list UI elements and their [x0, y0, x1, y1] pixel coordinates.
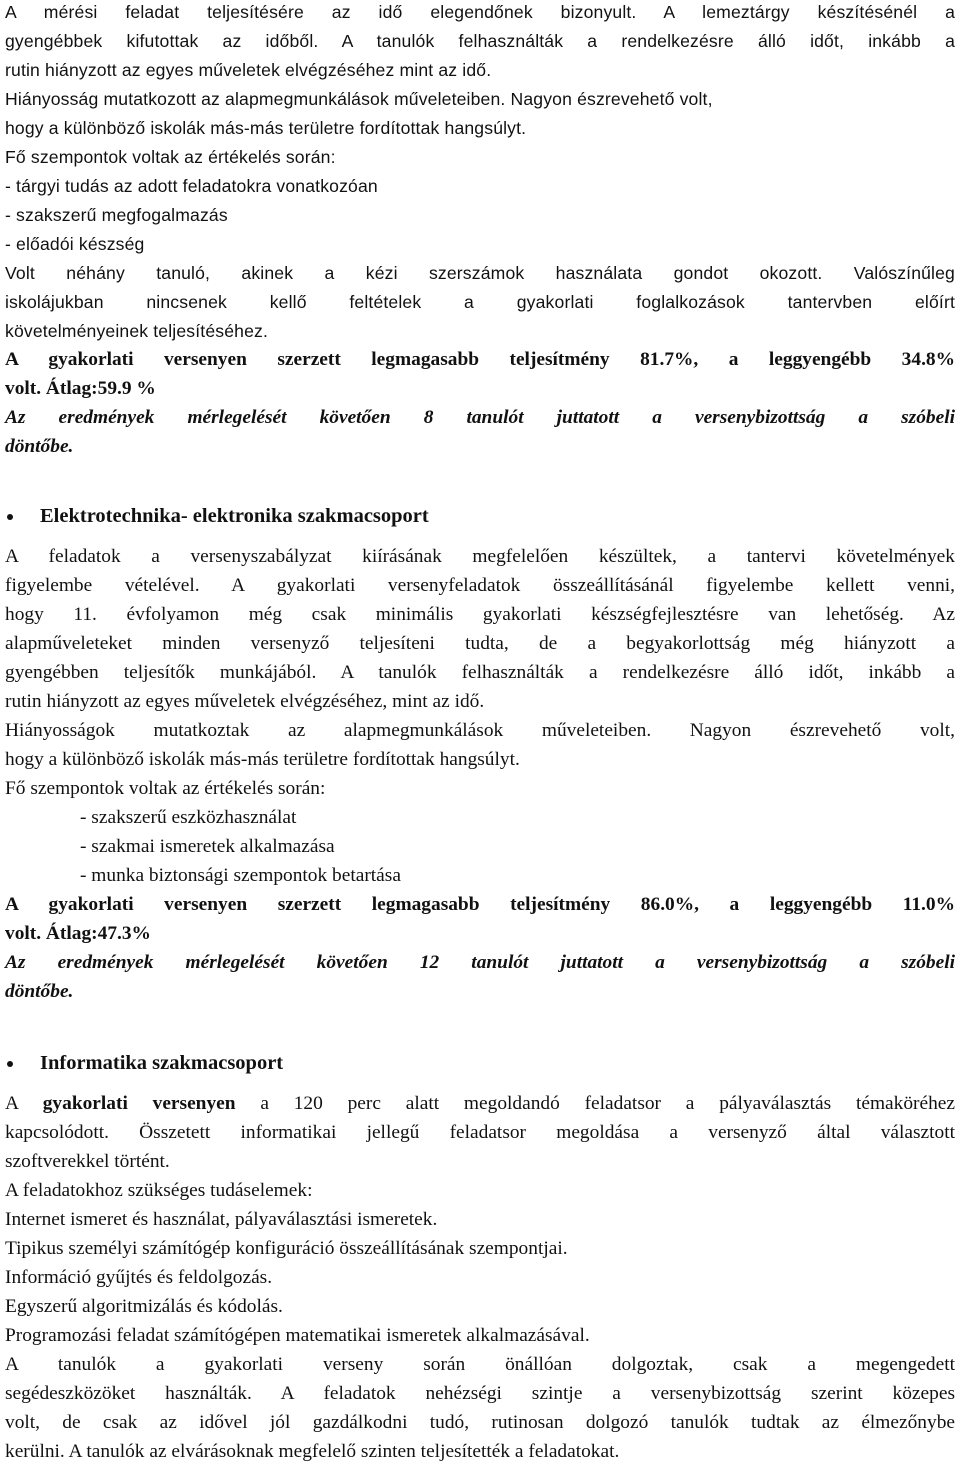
- list-item: Információ gyűjtés és feldolgozás.: [5, 1267, 273, 1288]
- result-summary: A gyakorlati versenyen szerzett legmagasabb teljesítmény 81.7%, a leggyengébb 34.8%: [5, 349, 955, 370]
- list-item: Tipikus személyi számítógép konfiguráció összeállításának szempontjai.: [5, 1238, 568, 1259]
- paragraph-line: kapcsolódott. Összetett informatikai jellegű feladatsor megoldása a versenyző által választott: [5, 1122, 955, 1143]
- bullet-icon: [7, 514, 13, 520]
- list-item: Internet ismeret és használat, pályaválasztási ismeretek.: [5, 1209, 438, 1230]
- paragraph-line: kerülni. A tanulók az elvárásoknak megfelelő szinten teljesítették a feladatokat.: [5, 1441, 620, 1462]
- paragraph-line: A feladatok a versenyszabályzat kiírásának megfelelően készültek, a tantervi követelmények: [5, 546, 955, 567]
- list-item: Egyszerű algoritmizálás és kódolás.: [5, 1296, 283, 1317]
- paragraph-line: rutin hiányzott az egyes műveletek elvégzéséhez mint az idő.: [5, 60, 492, 80]
- list-item: - szakmai ismeretek alkalmazása: [80, 836, 335, 857]
- paragraph-line: követelményeinek teljesítéséhez.: [5, 321, 268, 341]
- paragraph-line: Fő szempontok voltak az értékelés során:: [5, 147, 336, 167]
- list-item: - munka biztonsági szempontok betartása: [80, 865, 401, 886]
- heading-text: Informatika szakmacsoport: [40, 1052, 284, 1074]
- paragraph-line: Hiányosság mutatkozott az alapmegmunkálások műveleteiben. Nagyon észrevehető volt,: [5, 89, 713, 109]
- result-summary: volt. Átlag:59.9 %: [5, 378, 156, 399]
- section-heading-informatika: [5, 1050, 955, 1076]
- text-run: A: [5, 1093, 43, 1114]
- paragraph-line: A tanulók a gyakorlati verseny során önállóan dolgoztak, csak a megengedett: [5, 1354, 955, 1375]
- list-item: - szakszerű eszközhasználat: [80, 807, 297, 828]
- paragraph-line: alapműveleteket minden versenyző teljesíteni tudta, de a begyakorlottság még hiányzott a: [5, 633, 955, 654]
- paragraph-line: iskolájukban nincsenek kellő feltételek a gyakorlati foglalkozások tantervben előírt: [5, 292, 955, 312]
- result-summary: A gyakorlati versenyen szerzett legmagasabb teljesítmény 86.0%, a leggyengébb 11.0%: [5, 894, 955, 915]
- paragraph-line: rutin hiányzott az egyes műveletek elvégzéséhez, mint az idő.: [5, 691, 485, 712]
- paragraph-line: [5, 1092, 955, 1116]
- paragraph-line: Fő szempontok voltak az értékelés során:: [5, 778, 326, 799]
- final-decision: Az eredmények mérlegelését követően 8 tanulót juttatott a versenybizottság a szóbeli: [5, 407, 955, 428]
- paragraph-line: A feladatokhoz szükséges tudáselemek:: [5, 1180, 313, 1201]
- text-run: a 120 perc alatt megoldandó feladatsor a pályaválasztás témaköréhez: [235, 1093, 956, 1114]
- paragraph-line: Hiányosságok mutatkoztak az alapmegmunkálások műveleteiben. Nagyon észrevehető volt,: [5, 720, 955, 741]
- paragraph-line: Volt néhány tanuló, akinek a kézi szerszámok használata gondot okozott. Valószínűleg: [5, 263, 955, 283]
- final-decision: döntőbe.: [5, 981, 74, 1002]
- paragraph-line: szoftverekkel történt.: [5, 1151, 170, 1172]
- paragraph-line: segédeszközöket használták. A feladatok nehézségi szintje a versenybizottság szerint közepes: [5, 1383, 955, 1404]
- final-decision: Az eredmények mérlegelését követően 12 tanulót juttatott a versenybizottság a szóbeli: [5, 952, 955, 973]
- paragraph-line: hogy a különböző iskolák más-más területre fordítottak hangsúlyt.: [5, 749, 520, 770]
- paragraph-line: figyelembe vételével. A gyakorlati versenyfeladatok összeállításánál figyelembe kellett venni,: [5, 575, 955, 596]
- paragraph-line: volt, de csak az idővel jól gazdálkodni tudó, rutinosan dolgozó tanulók tudtak az élmezőnybe: [5, 1412, 955, 1433]
- bullet-icon: [7, 1061, 13, 1067]
- text-run-bold: gyakorlati versenyen: [42, 1093, 236, 1114]
- paragraph-line: hogy a különböző iskolák más-más területre fordítottak hangsúlyt.: [5, 118, 527, 138]
- list-item: Programozási feladat számítógépen matematikai ismeretek alkalmazásával.: [5, 1325, 590, 1346]
- heading-text: Elektrotechnika- elektronika szakmacsoport: [40, 505, 429, 527]
- list-item: - szakszerű megfogalmazás: [5, 205, 228, 225]
- paragraph-line: gyengébben teljesítők munkájából. A tanulók felhasználták a rendelkezésre álló időt, inkább a: [5, 662, 955, 683]
- list-item: - előadói készség: [5, 234, 145, 254]
- final-decision: döntőbe.: [5, 436, 74, 457]
- paragraph-line: A mérési feladat teljesítésére az idő elegendőnek bizonyult. A lemeztárgy készítésénél a: [5, 2, 955, 22]
- paragraph-line: hogy 11. évfolyamon még csak minimális gyakorlati készségfejlesztésre van lehetőség. Az: [5, 604, 955, 625]
- result-summary: volt. Átlag:47.3%: [5, 923, 151, 944]
- paragraph-line: gyengébbek kifutottak az időből. A tanulók felhasználták a rendelkezésre álló időt, inkább a: [5, 31, 955, 51]
- section-heading-elektro: [5, 503, 955, 529]
- list-item: - tárgyi tudás az adott feladatokra vonatkozóan: [5, 176, 378, 196]
